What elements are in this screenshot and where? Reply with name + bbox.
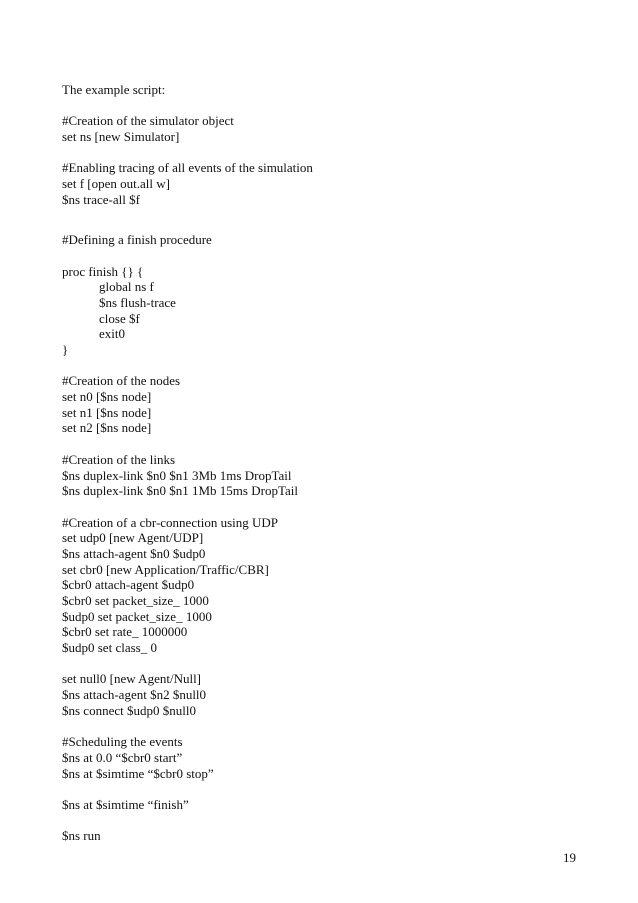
script-document [62,82,602,844]
blank-line [62,145,602,161]
code-line: $ns trace-all $f [62,191,140,207]
code-line: set cbr0 [new Application/Traffic/CBR] [62,561,269,577]
code-line: $cbr0 set packet_size_ 1000 [62,593,209,608]
extra-spacing [62,223,602,232]
code-line: $ns attach-agent $n0 $udp0 [62,545,206,561]
code-line: $ns at $simtime “finish” [62,796,189,812]
blank-line [62,248,602,264]
code-line: set f [open out.all w] [62,176,170,192]
code-line: $ns at $simtime “$cbr0 stop” [62,765,214,781]
comment-line: #Scheduling the events [62,734,183,750]
blank-line [62,781,602,797]
blank-line [62,656,602,672]
blank-line [62,813,602,829]
blank-line [62,499,602,515]
code-line: set n1 [$ns node] [62,404,152,420]
code-line: set ns [new Simulator] [62,129,180,145]
comment-line: #Enabling tracing of all events of the simulation [62,160,313,176]
code-line: $cbr0 set rate_ 1000000 [62,624,188,640]
code-line: set null0 [new Agent/Null] [62,671,202,687]
code-line: $ns duplex-link $n0 $n1 3Mb 1ms DropTail [62,467,292,483]
code-line: $ns flush-trace [99,294,176,310]
code-line: exit0 [99,326,125,342]
code-line: close $f [99,310,140,326]
code-line: $ns attach-agent $n2 $null0 [62,687,207,703]
comment-line: #Defining a finish procedure [62,232,212,248]
code-line: set udp0 [new Agent/UDP] [62,530,204,546]
document-heading: The example script: [62,82,166,97]
code-line: $ns run [62,828,101,844]
blank-line [62,436,602,452]
blank-line [62,358,602,374]
blank-line [62,208,602,224]
code-line: global ns f [99,279,154,295]
code-line: proc finish {} { [62,263,144,279]
page-number: 19 [563,850,576,865]
code-line: set n0 [$ns node] [62,389,152,405]
code-line: set n2 [$ns node] [62,420,152,436]
code-line: $ns connect $udp0 $null0 [62,702,196,718]
code-line: $ns at 0.0 “$cbr0 start” [62,749,183,765]
blank-line [62,719,602,735]
comment-line: #Creation of the links [62,451,176,467]
code-line: $udp0 set class_ 0 [62,640,157,656]
code-line: $ns duplex-link $n0 $n1 1Mb 15ms DropTail [62,483,298,499]
code-line: $cbr0 attach-agent $udp0 [62,577,195,593]
blank-line [62,98,602,114]
code-line: $udp0 set packet_size_ 1000 [62,608,212,624]
comment-line: #Creation of a cbr-connection using UDP [62,514,278,530]
comment-line: #Creation of the nodes [62,373,181,389]
comment-line: #Creation of the simulator object [62,113,234,129]
code-line: } [62,342,69,357]
